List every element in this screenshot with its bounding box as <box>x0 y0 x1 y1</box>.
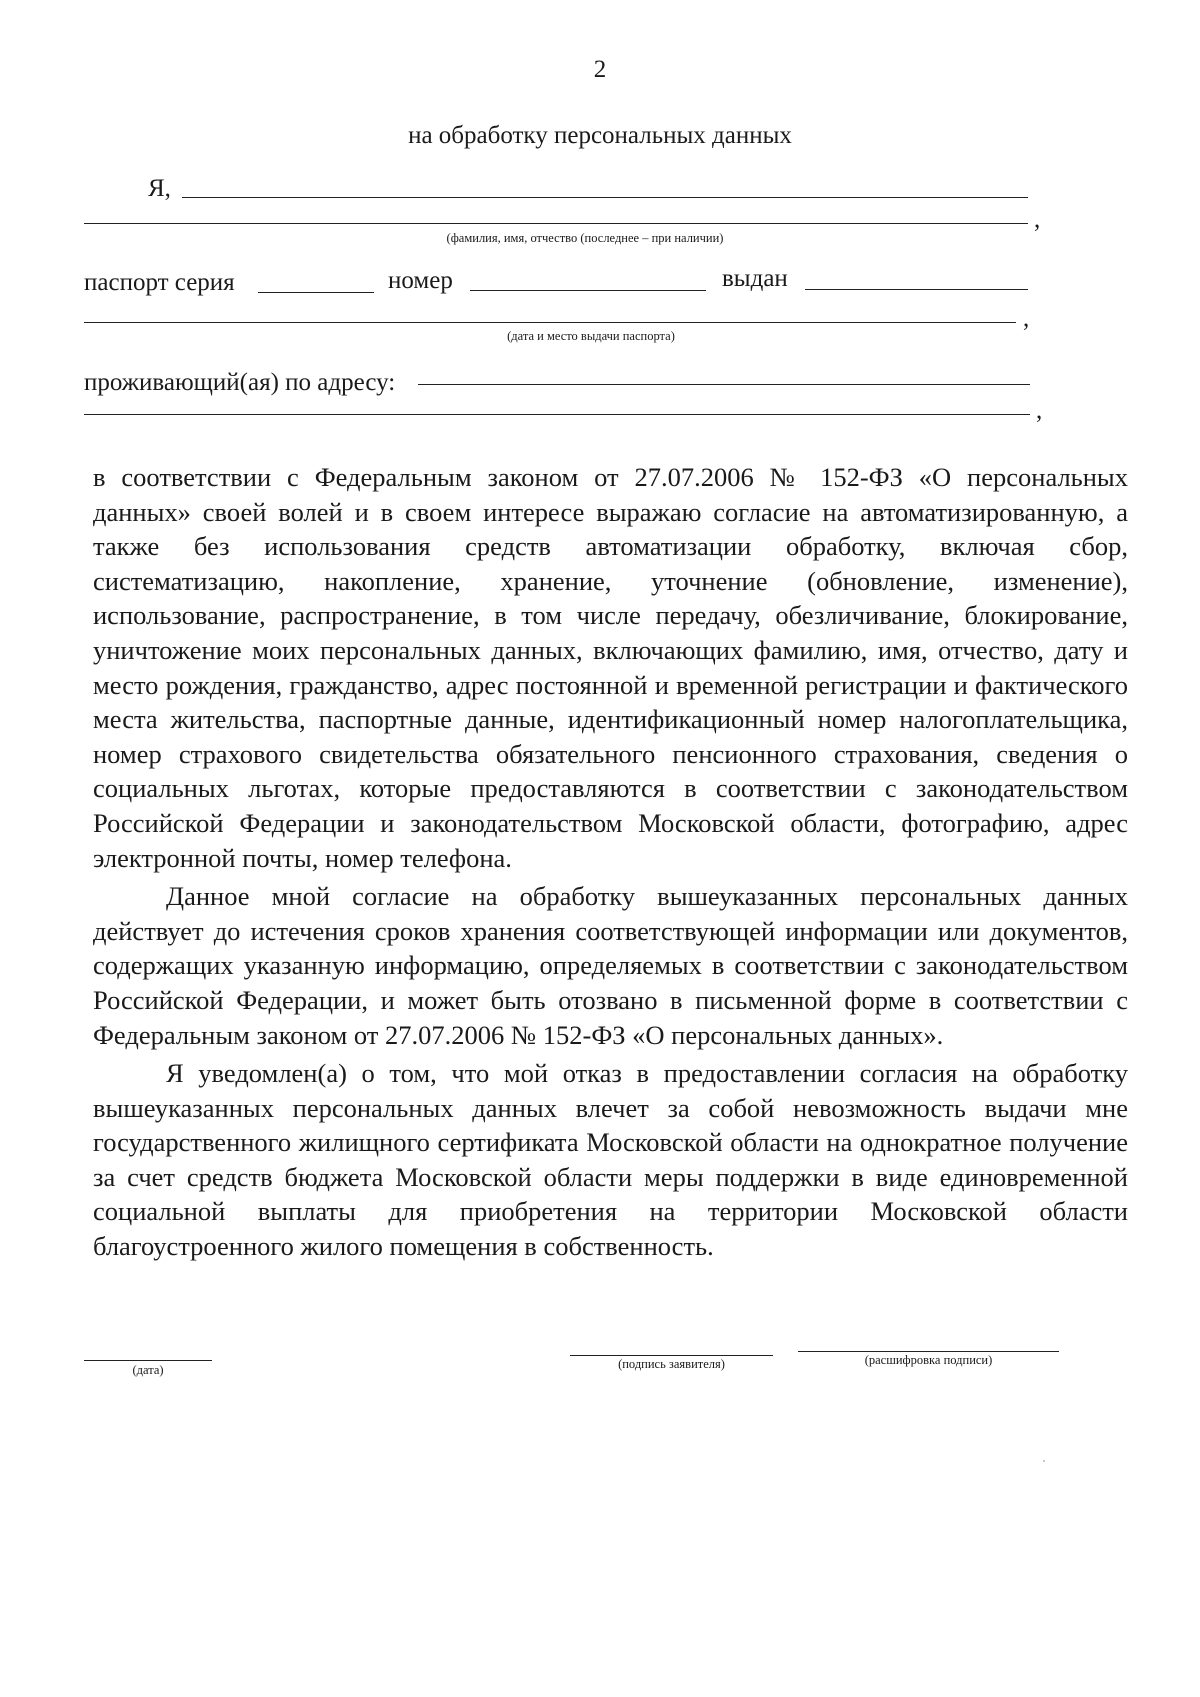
passport-issued-label: выдан <box>722 265 788 292</box>
applicant-name-caption: (фамилия, имя, отчество (последнее – при наличии) <box>446 231 724 245</box>
signature-decoding-caption: (расшифровка подписи) <box>864 1353 993 1367</box>
page-number: 2 <box>593 56 607 83</box>
passport-number-line[interactable] <box>470 290 706 291</box>
passport-details-comma: , <box>1023 305 1030 332</box>
signature-caption: (подпись заявителя) <box>618 1357 725 1371</box>
passport-details-line[interactable] <box>84 322 1016 323</box>
address-label: проживающий(ая) по адресу: <box>84 369 396 396</box>
date-line[interactable] <box>84 1360 212 1361</box>
passport-series-line[interactable] <box>258 292 374 293</box>
consent-text <box>93 460 1128 1264</box>
consent-paragraph-refusal: Я уведомлен(а) о том, что мой отказ в предоставлении согласия на обработку вышеуказанных персональных данных влечет за собой невозможность выдачи мне государственного жилищного сертификата Московской области на однократное получение за счет средств бюджета Московской области меры поддержки в виде единовременной социальной выплаты для приобретения на территории Московской области благоустроенного жилого помещения в собственность. <box>93 1058 1128 1262</box>
passport-number-label: номер <box>388 267 453 294</box>
scan-speck <box>1043 1460 1045 1462</box>
passport-details-caption: (дата и место выдачи паспорта) <box>507 329 675 343</box>
signature-decoding-line[interactable] <box>798 1351 1059 1352</box>
passport-issued-line[interactable] <box>805 289 1028 290</box>
consent-paragraph-validity: Данное мной согласие на обработку вышеуказанных персональных данных действует до истечения сроков хранения соответствующей информации или документов, содержащих указанную информацию, определяемых в соответствии с законодательством Российской Федерации, и может быть отозвано в письменной форме в соответствии с Федеральным законом от 27.07.2006 № 152-ФЗ «О персональных данных». <box>93 881 1128 1050</box>
consent-paragraph-scope: в соответствии с Федеральным законом от 27.07.2006 № 152-ФЗ «О персональных данных» своей волей и в своем интересе выражаю согласие на автоматизированную, а также без использования средств автоматизации обработку, включая сбор, систематизацию, накопление, хранение, уточнение (обновление, изменение), использование, распространение, в том числе передачу, обезличивание, блокирование, уничтожение моих персональных данных, включающих фамилию, имя, отчество, дату и место рождения, гражданство, адрес постоянной и временной регистрации и фактического места жительства, паспортные данные, идентификационный номер налогоплательщика, номер страхового свидетельства обязательного пенсионного страхования, сведения о социальных льготах, которые предоставляются в соответствии с законодательством Российской Федерации и законодательством Московской области, фотографию, адрес электронной почты, номер телефона. <box>93 462 1128 873</box>
passport-series-label: паспорт серия <box>84 269 235 296</box>
address-comma: , <box>1036 397 1043 424</box>
date-caption: (дата) <box>132 1363 164 1377</box>
address-line-2[interactable] <box>84 414 1030 415</box>
document-heading: на обработку персональных данных <box>408 122 792 149</box>
applicant-name-line-2[interactable] <box>84 223 1028 224</box>
address-line-1[interactable] <box>418 384 1030 385</box>
applicant-prefix: Я, <box>148 175 171 202</box>
applicant-name-comma: , <box>1034 206 1041 233</box>
applicant-name-line-1[interactable] <box>182 197 1028 198</box>
signature-line[interactable] <box>570 1355 773 1356</box>
